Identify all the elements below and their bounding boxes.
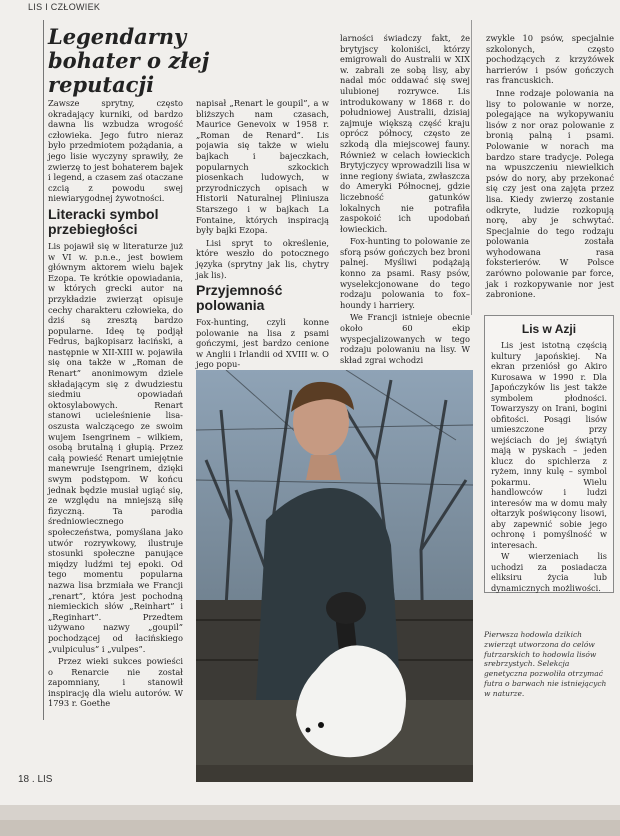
photo-man-with-white-fox-icon (196, 370, 473, 782)
paragraph: Inne rodzaje polowania na lisy to polowanie w norze, polegające na wykopywaniu lisów z nor oraz polowanie z bronią palną i psami. Polowanie w norach ma bardzo stare tradycje. Polega na wpuszczeniu niewielkich psów do nory, aby przekonać się czy jest ona zajęta przez lisa. Kiedy zwierzę zostanie odkryte, ludzie rozkopują norę, aby je schwytać. Specjalnie do tego rodzaju polowania została wyhodowana rasa foksterierów. W Polsce zarówno polowanie par force, jak i rozkopywanie nor jest zabronione. (486, 87, 614, 300)
page-footer (18, 774, 52, 785)
paragraph: Fox-hunting to polowanie ze sforą psów gończych bez broni palnej. Myśliwi podążają konno za psami. Rasy psów, wyselekcjonowane do tego rodzaju polowania to fox–houndy i harriery. (340, 236, 470, 310)
section-title-literary: Literacki symbol przebiegłości (48, 205, 159, 237)
page-number: 18 (18, 774, 30, 785)
sidebar-title: Lis w Azji (521, 322, 577, 336)
paragraph: Fox-hunting, czyli konne polowanie na lisa z psami gończymi, jest bardzo cenione w Anglii i Irlandii od XVIII w. O jego popu- (196, 317, 329, 370)
sidebar-box (484, 315, 614, 593)
column-4 (486, 33, 614, 302)
paragraph: zwykle 10 psów, specjalnie szkolonych, często pochodzących z krzyżówek harrierów i psów gończych ras francuskich. (486, 33, 614, 86)
column-2 (196, 98, 329, 372)
photo-man-with-fox (196, 370, 473, 782)
column-3 (340, 33, 470, 367)
intro-paragraph: Zawsze sprytny, często okradający kurniki, od bardzo dawna lis wzbudza wrogość człowieka. Jego futro nieraz było przedmiotem pożądania, a jego lisie wyczyny sprawiły, że zwierzę to jest bohaterem bajek i legend, a czasem zaś otaczane czcią z powodu swej niewiarygodnej żywotności. (48, 98, 183, 204)
page-edge-shadow (0, 820, 620, 836)
article-title: Legendarny bohater o złej reputacji (48, 24, 210, 97)
paragraph: larności świadczy fakt, że brytyjscy koloniści, którzy emigrowali do Australii w XIX w. zabrali ze sobą lisy, aby nadal móc oddawać się swej ulubionej rozrywce. Lis introdukowany w 1868 r. do południowej Australii, dzisiaj zajmuje większą część kraju oprócz północy, często ze szkodą dla miejscowej fauny. Również w celach łowieckich Brytyjczycy wprowadzili lisa w inne regiony świata, zwłaszcza do Ameryki Północnej, gdzie liczebność gatunków lokalnych nie potrafiła zaspokoić ich upodobań łowieckich. (340, 33, 470, 234)
running-header: LIS I CZŁOWIEK (28, 2, 101, 12)
paragraph: We Francji istnieje obecnie około 60 ekip wyspecjalizowanych w tego rodzaju polowaniu na lisy. W skład zgrai wchodzi (340, 312, 470, 365)
column-1 (48, 98, 183, 711)
vertical-rule (43, 20, 44, 720)
section-title-hunting: Przyjemność polowania (196, 282, 283, 314)
paragraph: napisał „Renart le goupil”, a w bliższych nam czasach, Maurice Genevoix w 1958 r. „Roman de Renard”. Lis pojawia się także w wielu bajkach i bajeczkach, popularnych szkockich piosenkach ludowych, w przyrodniczych opisach w Historii Naturalnej Pliniusza Starszego i w bajkach La Fontaine, których inspiracją były bajki Ezopa. (196, 98, 329, 236)
column-rule (471, 20, 472, 315)
sidebar-paragraph: Lis jest istotną częścią kultury japońskiej. Na ekran przeniósł go Akiro Kurosawa w 1990 r. Dla Japończyków lis jest także symbolem płodności. Towarzyszy on Irani, bogini obfitości. Posągi lisów umieszczone przy wejściach do jej świątyń mają w pyskach – jeden klucz do spichlerza z ryżem, inny kulę – symbol pokarmu. Wielu handlowców i ludzi interesów ma w domu mały ołtarzyk poświęcony lisowi, aby zapewnić sobie jego ochronę i pomyślność w interesach. (491, 340, 607, 550)
paragraph: Przez wieki sukces powieści o Renarcie nie został zapomniany, i stanowił inspirację dla wielu autorów. W 1793 r. Goethe (48, 656, 183, 709)
photo-caption: Pierwsza hodowla dzikich zwierząt utworzona do celów futrzarskich to hodowla lisów srebrzystych. Selekcja genetyczna pozwoliła otrzymać futra o barwach nie istniejących w naturze. (484, 630, 607, 698)
paragraph: Lis pojawił się w literaturze już w VI w. p.n.e., jest bowiem głównym aktorem wielu bajek Ezopa. Te krótkie opowiadania, w których grecki autor na przykładzie zwierząt opisuje cechy charakteru człowieka, do dziś są zresztą bardzo popularne. Ideę tę podjął Fedrus, bajkopisarz łaciński, a następnie w XII-XIII w. pojawiła się ona także w „Roman de Renart” anonimowym dziele składającym się z dwudziestu siedmiu opowiadań oktosylabowych. Renart stanowi ucieleśnienie lisa-oszusta walczącego ze swoim wujem Isengrinem – wilkiem, osobą brutalną i głupią. Przez całą powieść Renart umiejętnie manewruje Isengrinem, dzięki swym podstępom. W końcu jednak będzie musiał ugiąć się, ze względu na mniejszą siłę fizyczną. Ta parodia średniowiecznego społeczeństwa, pomyślana jako utwór rozrywkowy, ilustruje stosunki społeczne panujące między ludźmi tej epoki. Od tego momentu popularna nazwa lisa brzmiała we Francji „renart”, która jest pochodną niemieckich słów „Reinhart” i „Reginhart”. Przedtem używano nazwy „goupil” pochodzącej od łacińskiego „vulpiculus” i „vulpes”. (48, 240, 183, 654)
paragraph: Lisi spryt to określenie, które weszło do potocznego języka (sprytny jak lis, chytry jak lis). (196, 237, 329, 280)
sidebar-paragraph: W wierzeniach lis uchodzi za posiadacza eliksiru życia lub dynamicznych możliwości. (491, 551, 607, 593)
page-label: . LIS (31, 774, 53, 785)
